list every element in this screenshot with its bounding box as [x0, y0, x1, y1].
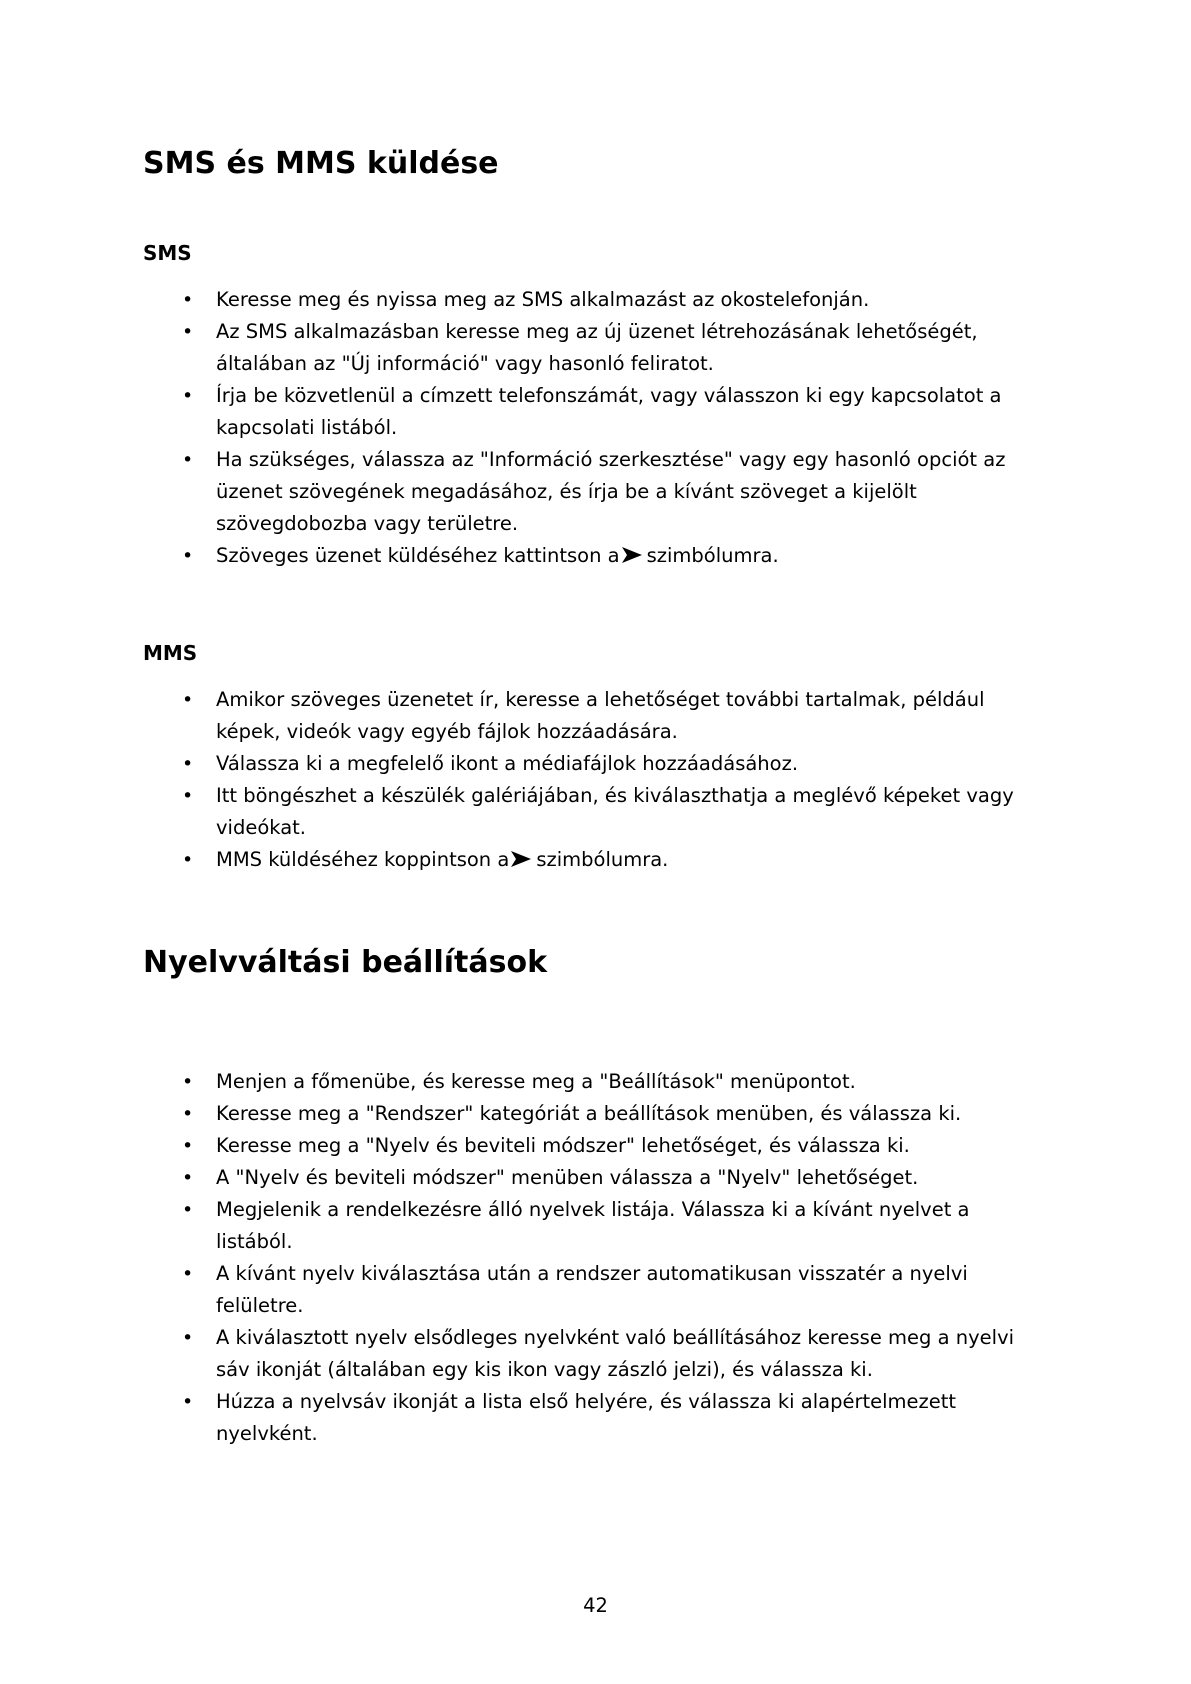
bullet: • [182, 321, 194, 343]
bullet: • [182, 1199, 194, 1221]
bullet: • [182, 849, 194, 871]
list-item-text: Megjelenik a rendelkezésre álló nyelvek listája. Válassza ki a kívánt nyelvet a listából. [216, 1198, 970, 1253]
list-item-text: Menjen a főmenübe, és keresse meg a "Beállítások" menüpontot. [216, 1070, 856, 1093]
list-item [0, 684, 1191, 748]
bullet: • [182, 689, 194, 711]
bullet: • [182, 1167, 194, 1189]
send-arrow-icon [621, 542, 643, 560]
page-number: 42 [583, 1594, 608, 1617]
list-item-text: A kiválasztott nyelv elsődleges nyelvként való beállításához keresse meg a nyelvi sáv ikonját (általában egy kis ikon vagy zászló jelzi), és válassza ki. [216, 1326, 1015, 1381]
section-title-language: Nyelvváltási beállítások [143, 945, 548, 980]
list-item [0, 1098, 1191, 1130]
list-item [0, 380, 1191, 444]
bullet: • [182, 1135, 194, 1157]
bullet: • [182, 1327, 194, 1349]
sms-steps-list [0, 284, 1191, 572]
list-item [0, 780, 1191, 844]
list-item [0, 1258, 1191, 1322]
list-item [0, 1066, 1191, 1098]
list-item-text: Ha szükséges, válassza az "Információ szerkesztése" vagy egy hasonló opciót az üzenet szövegének megadásához, és írja be a kívánt szöveget a kijelölt szövegdobozba vagy területre. [216, 448, 1006, 535]
mms-steps-list [0, 684, 1191, 876]
list-item [0, 844, 1191, 876]
list-item-text: Keresse meg a "Rendszer" kategóriát a beállítások menüben, és válassza ki. [216, 1102, 962, 1125]
list-item [0, 284, 1191, 316]
bullet: • [182, 449, 194, 471]
list-item [0, 316, 1191, 380]
bullet: • [182, 385, 194, 407]
bullet: • [182, 545, 194, 567]
bullet: • [182, 1263, 194, 1285]
bullet: • [182, 1071, 194, 1093]
list-item [0, 444, 1191, 540]
bullet: • [182, 289, 194, 311]
list-item-text: A "Nyelv és beviteli módszer" menüben válassza a "Nyelv" lehetőséget. [216, 1166, 919, 1189]
send-arrow-icon [510, 846, 532, 864]
list-item-text: Írja be közvetlenül a címzett telefonszámát, vagy válasszon ki egy kapcsolatot a kapcsolati listából. [216, 384, 1002, 439]
list-item-text: Szöveges üzenet küldéséhez kattintson a [216, 544, 620, 567]
list-item-text: Húzza a nyelvsáv ikonját a lista első helyére, és válassza ki alapértelmezett nyelvként. [216, 1390, 957, 1445]
list-item-text: A kívánt nyelv kiválasztása után a rendszer automatikusan visszatér a nyelvi felületre. [216, 1262, 968, 1317]
language-steps-list [0, 1066, 1191, 1450]
list-item-text-after: szimbólumra. [646, 544, 779, 567]
subheading-sms: SMS [143, 241, 192, 265]
bullet: • [182, 1103, 194, 1125]
bullet: • [182, 1391, 194, 1413]
list-item-text: Keresse meg a "Nyelv és beviteli módszer" lehetőséget, és válassza ki. [216, 1134, 910, 1157]
list-item-text: Amikor szöveges üzenetet ír, keresse a lehetőséget további tartalmak, például képek, videók vagy egyéb fájlok hozzáadására. [216, 688, 985, 743]
list-item [0, 1194, 1191, 1258]
list-item [0, 1386, 1191, 1450]
list-item [0, 748, 1191, 780]
list-item-text: Keresse meg és nyissa meg az SMS alkalmazást az okostelefonján. [216, 288, 870, 311]
list-item-text-after: szimbólumra. [536, 848, 669, 871]
bullet: • [182, 753, 194, 775]
list-item [0, 1162, 1191, 1194]
list-item [0, 540, 1191, 572]
list-item-text: Válassza ki a megfelelő ikont a médiafájlok hozzáadásához. [216, 752, 799, 775]
subheading-mms: MMS [143, 641, 198, 665]
list-item-text: Itt böngészhet a készülék galériájában, és kiválaszthatja a meglévő képeket vagy videókat. [216, 784, 1014, 839]
list-item-text: MMS küldéséhez koppintson a [216, 848, 510, 871]
list-item [0, 1322, 1191, 1386]
bullet: • [182, 785, 194, 807]
section-title-sms-mms: SMS és MMS küldése [143, 146, 499, 181]
list-item-text: Az SMS alkalmazásban keresse meg az új üzenet létrehozásának lehetőségét, általában az "Új információ" vagy hasonló feliratot. [216, 320, 978, 375]
list-item [0, 1130, 1191, 1162]
